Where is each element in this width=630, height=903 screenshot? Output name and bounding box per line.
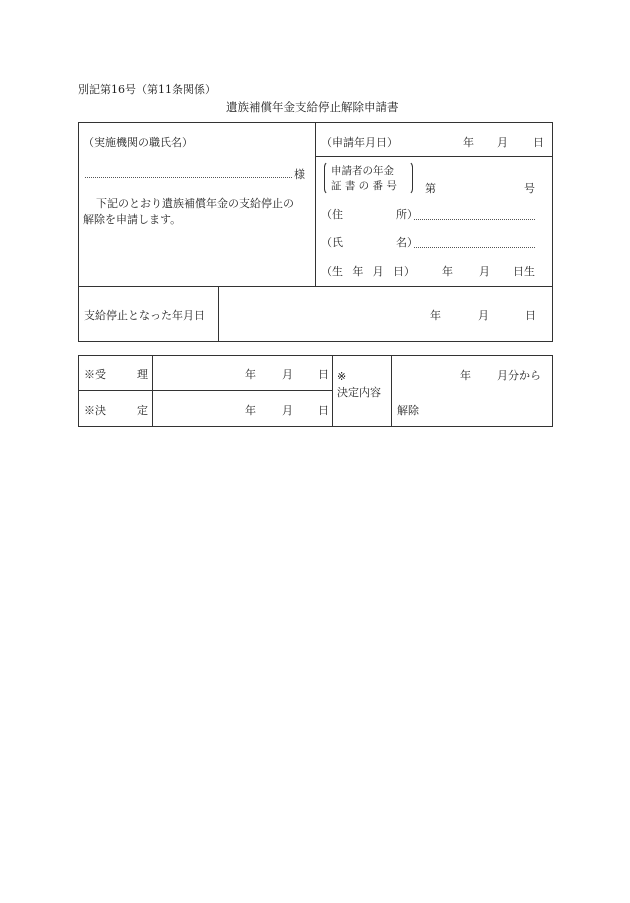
received-month: 月 bbox=[282, 368, 293, 381]
body-text-line1: 下記のとおり遺族補償年金の支給停止の bbox=[96, 197, 294, 210]
application-date-year: 年 bbox=[463, 136, 474, 149]
office-col-divider-2 bbox=[332, 355, 333, 427]
sama-suffix: 様 bbox=[294, 168, 305, 181]
name-label-open: （氏 bbox=[321, 236, 343, 249]
birth-label-part: （生 bbox=[321, 265, 343, 278]
address-label-open: （住 bbox=[321, 208, 343, 221]
decided-label: ※決 bbox=[84, 404, 106, 417]
pension-number-label-line2: 証 書 の 番 号 bbox=[331, 180, 397, 192]
decision-release: 解除 bbox=[397, 404, 419, 417]
pension-number-go: 号 bbox=[524, 182, 535, 195]
name-label-close: 名） bbox=[396, 236, 418, 249]
received-label: ※受 bbox=[84, 368, 106, 381]
office-col-divider-1 bbox=[152, 355, 153, 427]
office-use-table bbox=[78, 355, 553, 427]
suspension-date-label: 支給停止となった年月日 bbox=[84, 309, 205, 322]
suspension-row-divider bbox=[78, 286, 553, 287]
form-number: 別記第16号（第11条関係） bbox=[78, 83, 216, 96]
address-field[interactable] bbox=[414, 219, 535, 220]
office-row-divider bbox=[78, 390, 332, 391]
decided-label-suffix: 定 bbox=[137, 404, 148, 417]
received-day: 日 bbox=[318, 368, 329, 381]
birth-day-suffix: 日生 bbox=[513, 265, 535, 278]
body-text-line2: 解除を申請します。 bbox=[83, 213, 182, 226]
name-field[interactable] bbox=[414, 247, 535, 248]
birth-month: 月 bbox=[479, 265, 490, 278]
received-year: 年 bbox=[245, 368, 256, 381]
application-date-month: 月 bbox=[497, 136, 508, 149]
birth-date-label bbox=[321, 263, 415, 279]
birth-label-part: 日） bbox=[392, 265, 415, 278]
received-label-suffix: 理 bbox=[137, 368, 148, 381]
birth-year: 年 bbox=[442, 265, 453, 278]
birth-label-part: 年 bbox=[352, 265, 364, 278]
decided-year: 年 bbox=[245, 404, 256, 417]
pension-number-label-line1: 申請者の年金 bbox=[331, 165, 394, 177]
application-date-day: 日 bbox=[533, 136, 544, 149]
address-label-close: 所） bbox=[396, 208, 418, 221]
office-col-divider-3 bbox=[391, 355, 392, 427]
decided-month: 月 bbox=[282, 404, 293, 417]
pension-number-dai: 第 bbox=[425, 182, 436, 195]
suspension-year: 年 bbox=[430, 309, 441, 322]
birth-label-part: 月 bbox=[372, 265, 384, 278]
decision-from-month: 月分から bbox=[497, 369, 541, 382]
suspension-month: 月 bbox=[478, 309, 489, 322]
org-title-label: （実施機関の職氏名） bbox=[83, 136, 193, 149]
suspension-day: 日 bbox=[525, 309, 536, 322]
date-row-divider bbox=[315, 156, 553, 157]
decision-from-year: 年 bbox=[460, 369, 471, 382]
decision-mark: ※ bbox=[337, 370, 347, 383]
form-title: 遺族補償年金支給停止解除申請書 bbox=[226, 100, 399, 114]
decided-day: 日 bbox=[318, 404, 329, 417]
recipient-line[interactable] bbox=[85, 177, 292, 178]
decision-content-label: 決定内容 bbox=[337, 386, 381, 399]
suspension-label-divider bbox=[218, 286, 219, 342]
application-date-label: （申請年月日） bbox=[321, 136, 398, 149]
main-divider-vertical bbox=[315, 122, 316, 286]
